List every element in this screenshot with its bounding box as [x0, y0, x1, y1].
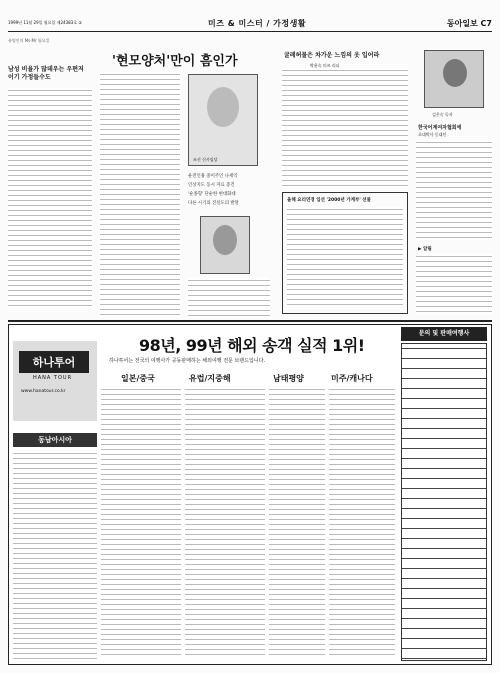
- listing-japan-china: [101, 387, 181, 659]
- region-japan-china: 일본/중국: [121, 374, 155, 383]
- reader-photo-face: [443, 59, 467, 87]
- listing-america: [329, 387, 395, 659]
- issue-date: 1999년 11월 29일 월요일 제24383호 ②: [8, 20, 82, 25]
- right-byline: 박윤숙 미즈 리더: [310, 63, 340, 68]
- left-title: 남성 비율가 많데우는 우편저이기 가정들수도: [8, 66, 84, 81]
- portrait-face: [207, 87, 239, 127]
- brand-name: 하나투어: [32, 356, 76, 369]
- ad-separator: [8, 320, 492, 322]
- right-title: 굴레허물은 차가운 느낌의 옷 입어라: [284, 52, 380, 59]
- pull-quote: [188, 172, 270, 208]
- quote-line-1: 운전인용 중이주인 나세익: [188, 174, 238, 179]
- main-title: '현모양처'만이 흠인가: [112, 54, 238, 69]
- portrait-caption: 조선 신사임당: [193, 157, 218, 162]
- left-kicker: 유명인의 Ms·Mr 월요일: [8, 38, 50, 43]
- ad-subhead: 하나투어는 전국의 여행사가 공동판매하는 해외여행 전문 브랜드입니다.: [109, 358, 266, 364]
- agent-table: [401, 343, 487, 661]
- right-article: [280, 36, 410, 318]
- brand-logo: [19, 351, 89, 373]
- masthead: [8, 18, 492, 30]
- second-photo-face: [213, 225, 237, 255]
- region-america: 미주/캐나다: [331, 374, 373, 383]
- region-europe: 유럽/지중해: [189, 374, 231, 383]
- paper-name: 동아일보 C7: [446, 19, 492, 28]
- ad-headline: 98년, 99년 해외 송객 실적 1위!: [139, 336, 365, 355]
- section-title: 미즈 & 미스터 / 가정생활: [208, 19, 307, 28]
- notice-text: [416, 254, 492, 314]
- main-body-left: [100, 72, 180, 318]
- listing-asia: [13, 451, 97, 659]
- region-south-pacific: 남태평양: [273, 374, 304, 383]
- listing-south-pacific: [269, 387, 325, 659]
- asia-header: 동남아시아: [13, 433, 97, 447]
- listing-europe: [185, 387, 265, 659]
- left-article: [8, 38, 92, 316]
- quote-line-4: 다른 시기의 진실도의 발달: [188, 201, 239, 206]
- second-photo: [200, 216, 250, 274]
- far-right-text: [416, 140, 492, 240]
- portrait-photo: [188, 74, 258, 166]
- reader-photo: [424, 50, 484, 108]
- association-sub: 초대박사 동대인: [418, 132, 447, 137]
- hanatour-ad: [8, 324, 492, 665]
- right-body-text: [282, 68, 408, 188]
- calendar-box-title: 올해 요리연경 입선 '2000년 가계부' 선물: [287, 198, 371, 203]
- quote-line-2: 인상지도 동시 자료 증건: [188, 183, 235, 188]
- calendar-box-text: [287, 207, 403, 307]
- association-title: 한국어계여자협회에: [418, 125, 462, 131]
- far-right-column: [414, 36, 494, 318]
- reader-caption: 김은숙 독자: [432, 112, 453, 117]
- calendar-box: [282, 192, 408, 314]
- brand-english: HANA TOUR: [33, 375, 73, 381]
- brand-block: [13, 341, 97, 421]
- masthead-rule: [8, 31, 492, 32]
- brand-url: www.hanatour.co.kr: [21, 389, 66, 394]
- main-body-right: [188, 278, 270, 318]
- left-body-text: [8, 88, 92, 308]
- notice-label: ▶ 알림: [418, 247, 432, 252]
- quote-line-3: '순종형' 단순한 현대화대: [188, 192, 236, 197]
- main-article: [96, 36, 274, 318]
- inquiry-header: 문의 및 판매여행사: [401, 327, 487, 341]
